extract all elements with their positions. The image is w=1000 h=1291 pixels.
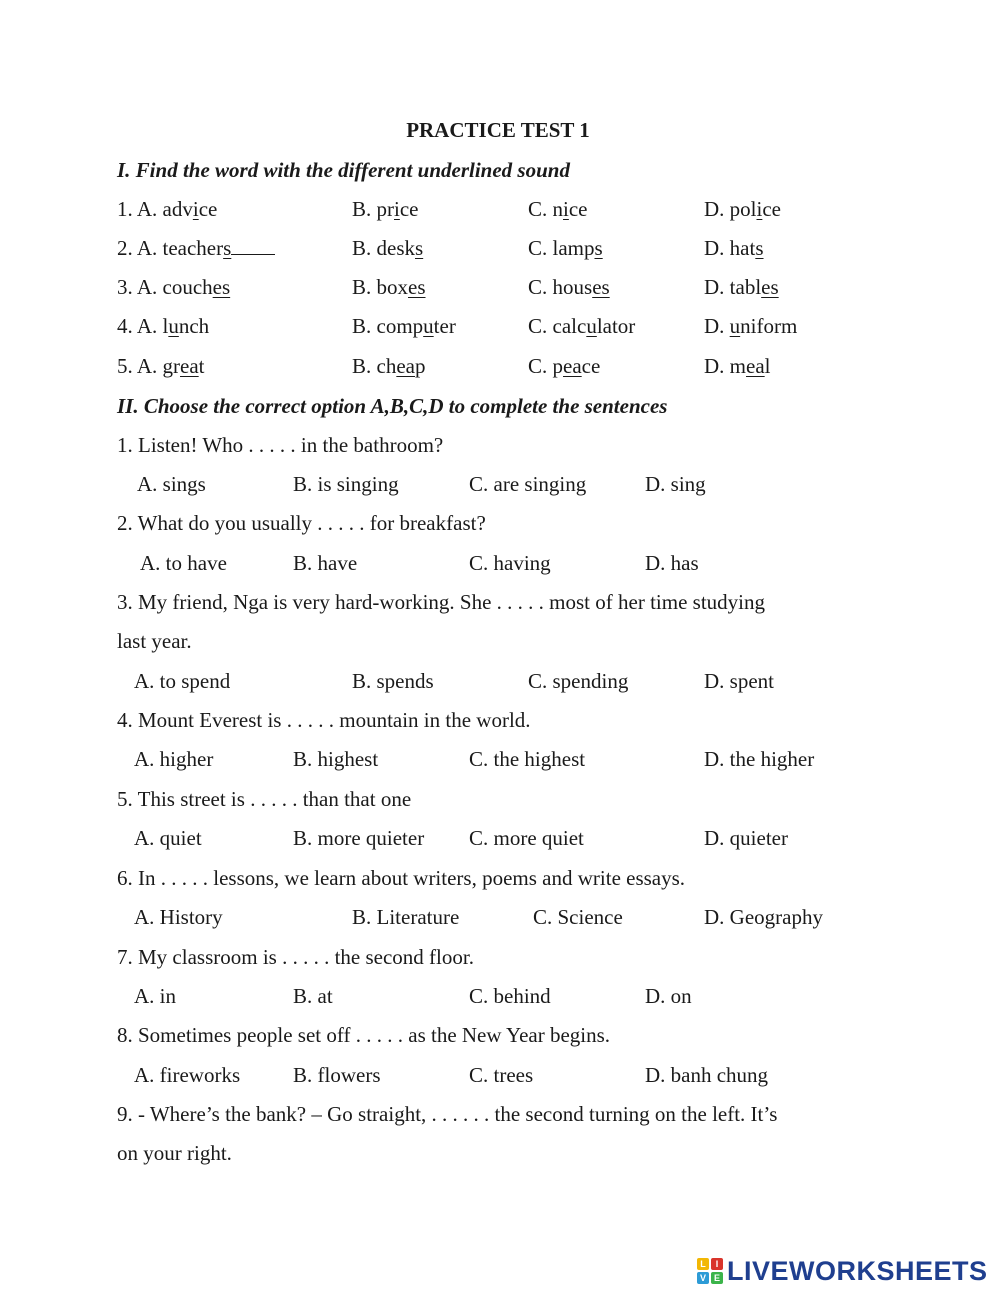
sound-option — [352, 353, 425, 379]
sound-option — [117, 235, 275, 261]
answer-option[interactable]: A. History — [134, 905, 223, 929]
sound-option — [704, 353, 771, 379]
answer-option[interactable]: A. to spend — [134, 669, 231, 693]
sound-option — [117, 313, 209, 339]
logo-block: E — [711, 1272, 723, 1284]
answer-option[interactable]: D. sing — [645, 472, 706, 496]
sound-option — [352, 196, 419, 222]
answer-option[interactable]: B. have — [293, 551, 358, 575]
underlined-sound: s — [415, 236, 424, 260]
answer-option[interactable]: A. sings — [137, 472, 206, 496]
page-title: PRACTICE TEST 1 — [406, 118, 590, 142]
answer-option[interactable]: D. on — [645, 984, 692, 1008]
section-1-heading: I. Find the word with the different underlined sound — [117, 158, 570, 182]
answer-option[interactable]: B. flowers — [293, 1063, 381, 1087]
answer-option[interactable]: B. more quieter — [293, 826, 425, 850]
sound-option — [704, 274, 779, 300]
option-text: ce — [198, 197, 218, 221]
underlined-sound: ea — [396, 354, 415, 378]
answer-option[interactable]: C. behind — [469, 984, 551, 1008]
option-text: A. adv — [136, 197, 193, 221]
underlined-sound: es — [408, 275, 426, 299]
option-text: ce — [581, 354, 601, 378]
answer-option[interactable]: C. trees — [469, 1063, 534, 1087]
option-text: A. teacher — [136, 236, 224, 260]
option-text: B. desk — [352, 236, 415, 260]
question-number: 5. — [117, 354, 133, 378]
option-text: A. l — [136, 314, 169, 338]
question-stem: 8. Sometimes people set off . . . . . as the New Year begins. — [117, 1023, 611, 1047]
underlined-sound: s — [755, 236, 764, 260]
answer-option[interactable]: D. the higher — [704, 747, 815, 771]
answer-option[interactable]: D. Geography — [704, 905, 823, 929]
answer-option[interactable]: C. having — [469, 551, 551, 575]
option-text: C. p — [528, 354, 564, 378]
option-text: ce — [762, 197, 781, 221]
option-text: D. — [704, 314, 730, 338]
sound-option — [117, 274, 230, 300]
option-text: niform — [740, 314, 798, 338]
underlined-sound: i — [756, 197, 763, 221]
logo-blocks-icon — [697, 1258, 723, 1284]
logo-block: I — [711, 1258, 723, 1270]
answer-option[interactable]: A. quiet — [134, 826, 202, 850]
underlined-sound: u — [729, 314, 741, 338]
answer-option[interactable]: B. spends — [352, 669, 434, 693]
option-text: ce — [399, 197, 419, 221]
answer-option[interactable]: C. are singing — [469, 472, 587, 496]
underlined-sound: es — [212, 275, 231, 299]
sound-option — [352, 235, 423, 261]
sound-option — [352, 313, 456, 339]
sound-option — [352, 274, 426, 300]
answer-option[interactable]: C. more quiet — [469, 826, 584, 850]
underlined-sound: u — [168, 314, 179, 338]
option-text: lator — [596, 314, 636, 338]
underlined-sound: i — [563, 197, 569, 221]
underlined-sound: u — [586, 314, 597, 338]
sound-option — [117, 353, 205, 379]
sound-option — [117, 196, 217, 222]
option-text: l — [764, 354, 771, 378]
underlined-sound: i — [192, 197, 199, 221]
sound-option — [704, 196, 781, 222]
answer-option[interactable]: D. has — [645, 551, 699, 575]
option-text: A. couch — [136, 275, 213, 299]
underlined-sound: u — [423, 314, 434, 338]
answer-blank[interactable] — [231, 236, 275, 255]
answer-option[interactable]: C. the highest — [469, 747, 586, 771]
underlined-sound: s — [223, 236, 232, 260]
option-text: nch — [178, 314, 210, 338]
answer-option[interactable]: C. Science — [533, 905, 623, 929]
question-stem: 2. What do you usually . . . . . for breakfast? — [117, 511, 486, 535]
option-text: C. hous — [528, 275, 593, 299]
option-text: C. n — [528, 197, 564, 221]
sound-option — [528, 313, 635, 339]
underlined-sound: es — [761, 275, 779, 299]
answer-option[interactable]: B. is singing — [293, 472, 399, 496]
underlined-sound: ea — [746, 354, 765, 378]
logo-text: LIVEWORKSHEETS — [727, 1255, 988, 1286]
option-text: ce — [568, 197, 588, 221]
sound-option — [704, 235, 764, 261]
question-number: 3. — [117, 275, 133, 299]
question-stem-continued: on your right. — [117, 1141, 232, 1165]
answer-option[interactable]: B. highest — [293, 747, 379, 771]
answer-option[interactable]: C. spending — [528, 669, 629, 693]
answer-option[interactable]: D. banh chung — [645, 1063, 769, 1087]
option-text: ter — [433, 314, 456, 338]
sound-option — [528, 274, 610, 300]
underlined-sound: ea — [563, 354, 582, 378]
section-2-heading: II. Choose the correct option A,B,C,D to complete the sentences — [117, 394, 668, 418]
answer-option[interactable]: A. in — [134, 984, 176, 1008]
underlined-sound: s — [594, 236, 603, 260]
sound-option — [528, 235, 603, 261]
option-text: D. tabl — [704, 275, 762, 299]
option-text: C. calc — [528, 314, 587, 338]
option-text: D. m — [704, 354, 746, 378]
answer-option[interactable]: A. higher — [134, 747, 214, 771]
question-stem: 5. This street is . . . . . than that one — [117, 787, 412, 811]
option-text: B. comp — [352, 314, 424, 338]
question-stem: 9. - Where’s the bank? – Go straight, . . . . . . the second turning on the left. It’s — [117, 1102, 778, 1126]
question-number: 4. — [117, 314, 133, 338]
underlined-sound: es — [592, 275, 610, 299]
question-stem: 4. Mount Everest is . . . . . mountain in the world. — [117, 708, 531, 732]
sound-option — [528, 196, 588, 222]
sound-option — [704, 313, 797, 339]
option-text: B. pr — [352, 197, 394, 221]
answer-option[interactable]: B. Literature — [352, 905, 460, 929]
logo-block: L — [697, 1258, 709, 1270]
option-text: C. lamp — [528, 236, 595, 260]
answer-option[interactable]: D. spent — [704, 669, 774, 693]
liveworksheets-logo — [697, 1254, 988, 1288]
option-text: A. gr — [136, 354, 181, 378]
sound-option — [528, 353, 600, 379]
underlined-sound: i — [394, 197, 400, 221]
question-number: 2. — [117, 236, 133, 260]
question-stem-continued: last year. — [117, 629, 192, 653]
option-text: B. box — [352, 275, 409, 299]
question-number: 1. — [117, 197, 133, 221]
question-stem: 7. My classroom is . . . . . the second floor. — [117, 945, 474, 969]
question-stem: 6. In . . . . . lessons, we learn about writers, poems and write essays. — [117, 866, 686, 890]
logo-block: V — [697, 1272, 709, 1284]
option-text: t — [198, 354, 205, 378]
answer-option[interactable]: B. at — [293, 984, 333, 1008]
option-text: D. pol — [704, 197, 757, 221]
question-stem: 1. Listen! Who . . . . . in the bathroom? — [117, 433, 444, 457]
option-text: B. ch — [352, 354, 397, 378]
option-text: p — [414, 354, 426, 378]
answer-option[interactable]: D. quieter — [704, 826, 788, 850]
option-text: D. hat — [704, 236, 756, 260]
answer-option[interactable]: A. fireworks — [134, 1063, 241, 1087]
underlined-sound: ea — [180, 354, 199, 378]
question-stem: 3. My friend, Nga is very hard-working. She . . . . . most of her time studying — [117, 590, 765, 614]
answer-option[interactable]: A. to have — [140, 551, 227, 575]
